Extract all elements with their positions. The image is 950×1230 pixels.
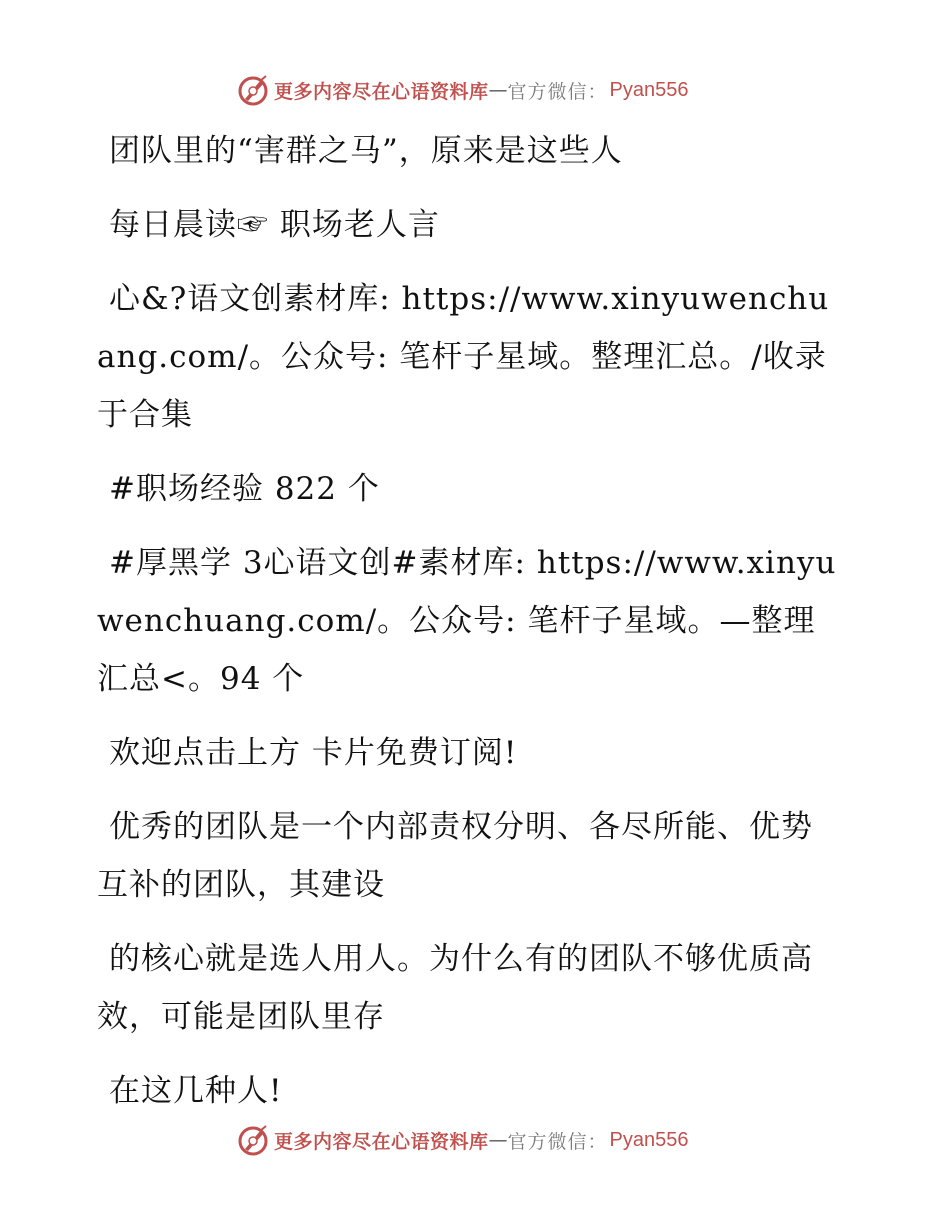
header-watermark [236,72,689,108]
wechat-label: 官方微信： [507,80,608,103]
quill-pen-logo-icon [236,1123,270,1157]
subscribe-prompt: 欢迎点击上方 卡片免费订阅! [109,735,518,771]
collection-tag: #职场经验 822 个 [109,471,380,507]
document-body [97,122,837,1136]
wechat-id: Pyan556 [609,78,689,101]
body-paragraph: 优秀的团队是一个内部责权分明、各尽所能、优势互补的团队，其建设 [97,809,813,903]
footer-watermark [236,1122,689,1158]
brand-text: 更多内容尽在心语资料库 [274,1130,489,1153]
body-paragraph: 的核心就是选人用人。为什么有的团队不够优质高效，可能是团队里存 [97,941,813,1035]
separator-dash: — [488,79,508,101]
quill-pen-logo-icon [236,73,270,107]
body-paragraph: 在这几种人! [109,1073,283,1109]
source-note: 心&?语文创素材库: https://www.xinyuwenchuang.com/。公众号: 笔杆子星域。整理汇总。/收录于合集 [97,281,830,433]
brand-text: 更多内容尽在心语资料库 [274,80,489,103]
wechat-label: 官方微信： [507,1130,608,1153]
separator-dash: — [488,1129,508,1151]
wechat-id: Pyan556 [609,1128,689,1151]
collection-tag: #厚黑学 3心语文创#素材库: https://www.xinyuwenchuang.com/。公众号: 笔杆子星域。—整理汇总<。94 个 [97,545,837,697]
article-title: 团队里的“害群之马”，原来是这些人 [109,133,623,169]
column-line: 每日晨读☞ 职场老人言 [109,207,440,243]
